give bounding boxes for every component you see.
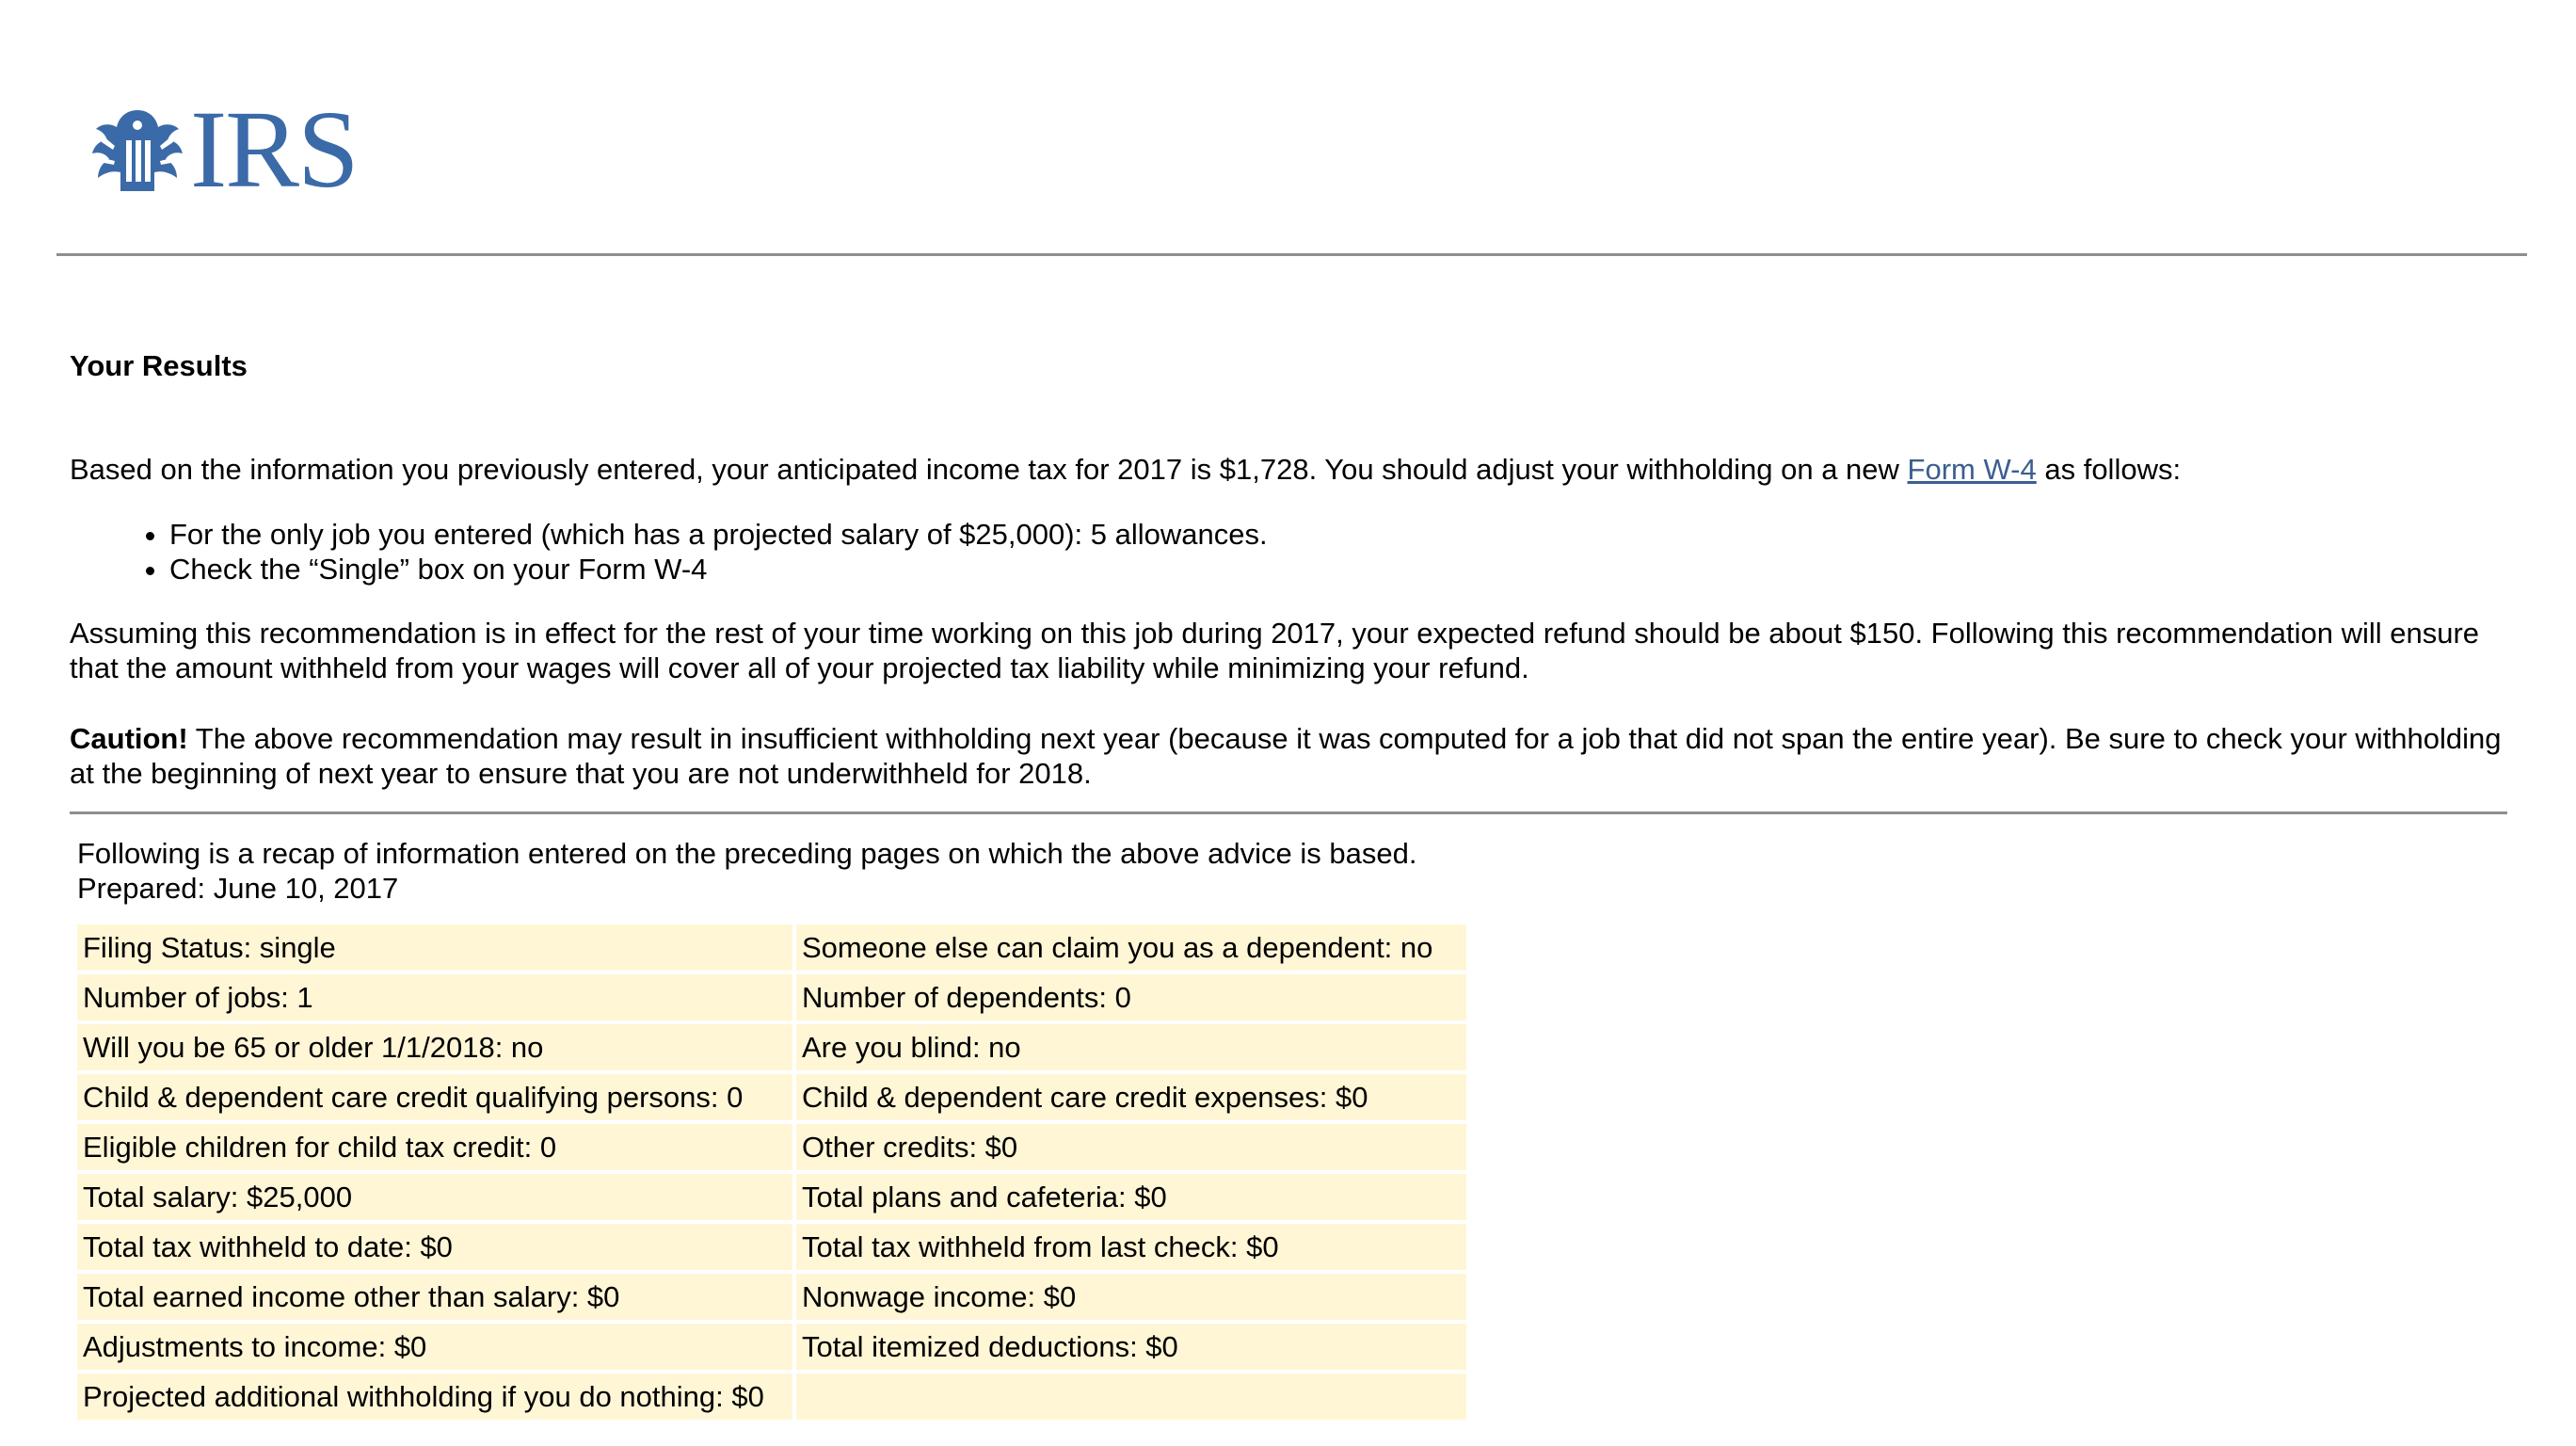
results-section	[70, 348, 2517, 791]
table-cell: Total tax withheld from last check: $0	[796, 1224, 1466, 1270]
table-row	[77, 1324, 1466, 1370]
caution-label: Caution!	[70, 722, 188, 755]
table-cell: Number of jobs: 1	[77, 974, 792, 1020]
caution-text: The above recommendation may result in insufficient withholding next year (because it was computed for a job that did not span the entire year). Be sure to check your withholding at the beginning of next year to ensure that you are not underwithheld for 2018.	[70, 722, 2502, 790]
table-cell: Number of dependents: 0	[796, 974, 1466, 1020]
refund-assumption: Assuming this recommendation is in effect for the rest of your time working on this job during 2017, your expected refund should be about $150. Following this recommendation will ensure that the amount withheld from your wages will cover all of your projected tax liability while minimizing your refund.	[70, 617, 2480, 684]
recap-table	[73, 921, 1470, 1423]
table-cell: Projected additional withholding if you do nothing: $0	[77, 1374, 792, 1420]
table-row	[77, 1124, 1466, 1170]
prepared-date: Prepared: June 10, 2017	[77, 872, 399, 905]
table-cell: Will you be 65 or older 1/1/2018: no	[77, 1024, 792, 1070]
table-cell: Are you blind: no	[796, 1024, 1466, 1070]
table-cell: Child & dependent care credit qualifying persons: 0	[77, 1074, 792, 1120]
table-cell: Total plans and cafeteria: $0	[796, 1174, 1466, 1220]
table-row	[77, 1274, 1466, 1320]
table-cell: Total earned income other than salary: $0	[77, 1274, 792, 1320]
recap-description: Following is a recap of information entered on the preceding pages on which the above advice is based.	[77, 837, 1417, 870]
list-item: • For the only job you entered (which has a projected salary of $25,000): 5 allowances.	[169, 517, 2517, 552]
table-cell: Someone else can claim you as a dependent: no	[796, 924, 1466, 971]
table-cell: Filing Status: single	[77, 924, 792, 971]
table-row	[77, 1024, 1466, 1070]
irs-wordmark: IRS	[190, 88, 358, 211]
table-cell: Total itemized deductions: $0	[796, 1324, 1466, 1370]
recommendation-list	[70, 517, 2517, 586]
section-divider	[70, 811, 2507, 814]
irs-logo[interactable]	[88, 88, 358, 211]
table-row	[77, 1074, 1466, 1120]
caution-notice	[70, 721, 2517, 791]
summary-text: Based on the information you previously entered, your anticipated income tax for 2017 is $1,728. You should adjust your withholding on a new	[70, 453, 1908, 486]
table-cell: Adjustments to income: $0	[77, 1324, 792, 1370]
table-cell: Eligible children for child tax credit: 0	[77, 1124, 792, 1170]
page-title: Your Results	[70, 349, 248, 382]
table-row	[77, 924, 1466, 971]
table-row	[77, 1174, 1466, 1220]
header-divider	[56, 253, 2527, 256]
table-cell: Nonwage income: $0	[796, 1274, 1466, 1320]
list-item: • Check the “Single” box on your Form W-4	[169, 552, 2517, 586]
table-cell: Child & dependent care credit expenses: $0	[796, 1074, 1466, 1120]
table-cell: Total salary: $25,000	[77, 1174, 792, 1220]
table-cell: Other credits: $0	[796, 1124, 1466, 1170]
summary-text-end: as follows:	[2036, 453, 2182, 486]
eagle-emblem-icon	[88, 103, 186, 197]
table-row	[77, 1374, 1466, 1420]
page-header	[0, 0, 2576, 256]
results-summary	[70, 452, 2517, 487]
table-cell: Total tax withheld to date: $0	[77, 1224, 792, 1270]
form-w4-link[interactable]: Form W-4	[1907, 453, 2037, 486]
table-row	[77, 974, 1466, 1020]
recap-intro	[77, 836, 1416, 906]
table-cell	[796, 1374, 1466, 1420]
table-row	[77, 1224, 1466, 1270]
